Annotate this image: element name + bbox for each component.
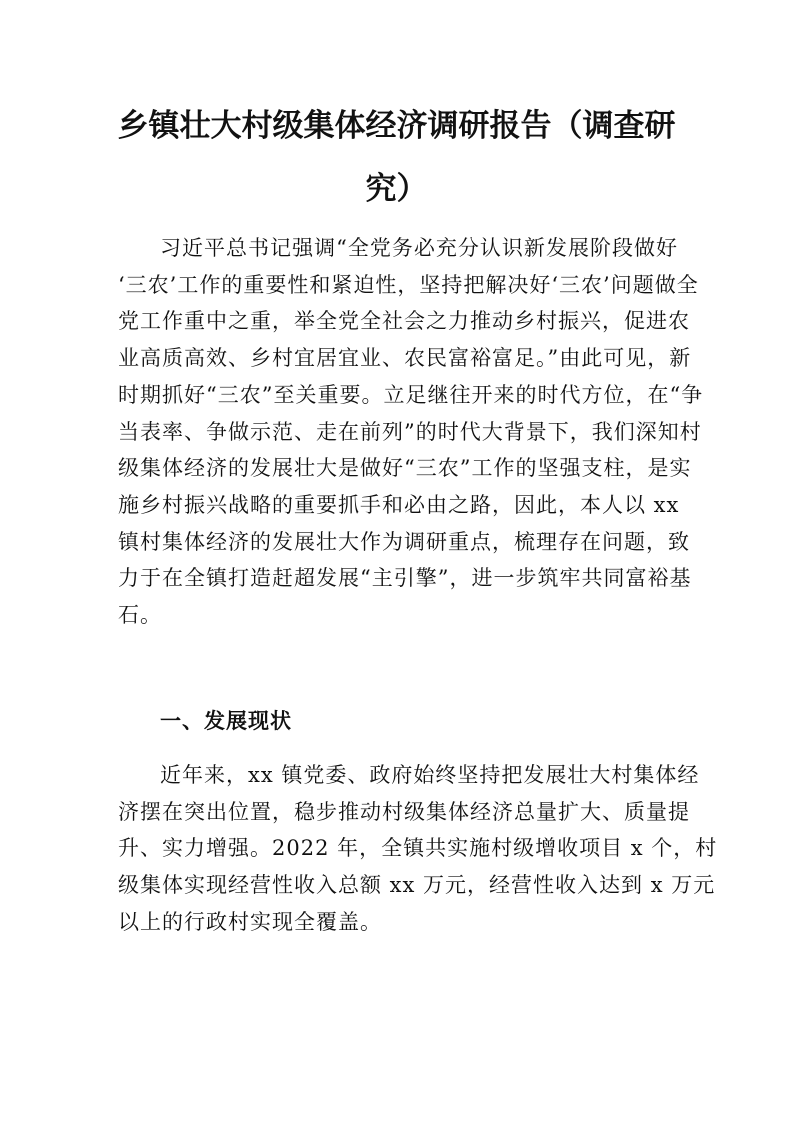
paragraph-line: ‘三农’工作的重要性和紧迫性，坚持把解决好‘三农’问题做全 [118,272,699,297]
section-paragraph [118,757,718,941]
paragraph-line: 镇村集体经济的发展壮大作为调研重点，梳理存在问题，致 [118,529,690,554]
paragraph-line: 级集体经济的发展壮大是做好“三农”工作的坚强支柱，是实 [118,456,692,481]
paragraph-line: 升、实力增强。2022 年，全镇共实施村级增收项目 x 个，村 [118,836,718,861]
paragraph-line: 业高质高效、乡村宜居宜业、农民富裕富足。”由此可见，新 [118,346,692,371]
document-title-line-2: 究） [365,171,428,207]
paragraph-line: 当表率、争做示范、走在前列”的时代大背景下，我们深知村 [118,419,702,444]
paragraph-line: 习近平总书记强调“全党务必充分认识新发展阶段做好 [160,236,678,260]
paragraph-line: 近年来，xx 镇党委、政府始终坚持把发展壮大村集体经 [160,763,700,787]
paragraph-line: 施乡村振兴战略的重要抓手和必由之路，因此，本人以 xx [118,492,680,517]
paragraph-line: 力于在全镇打造赶超发展“主引擎”，进一步筑牢共同富裕基 [118,566,692,591]
paragraph-line: 石。 [118,603,162,628]
paragraph-line: 党工作重中之重，举全党全社会之力推动乡村振兴，促进农 [118,309,690,334]
paragraph-line: 级集体实现经营性收入总额 xx 万元，经营性收入达到 x 万元 [118,873,716,898]
paragraph-line: 以上的行政村实现全覆盖。 [118,909,382,934]
paragraph-line: 时期抓好“三农”至关重要。立足继往开来的时代方位，在“争 [118,382,704,407]
paragraph-line: 济摆在突出位置，稳步推动村级集体经济总量扩大、质量提 [118,799,690,824]
document-title-line-1: 乡镇壮大村级集体经济调研报告（调查研 [117,108,676,144]
intro-paragraph [118,230,704,634]
section-heading-development-status: 一、发展现状 [160,708,292,733]
